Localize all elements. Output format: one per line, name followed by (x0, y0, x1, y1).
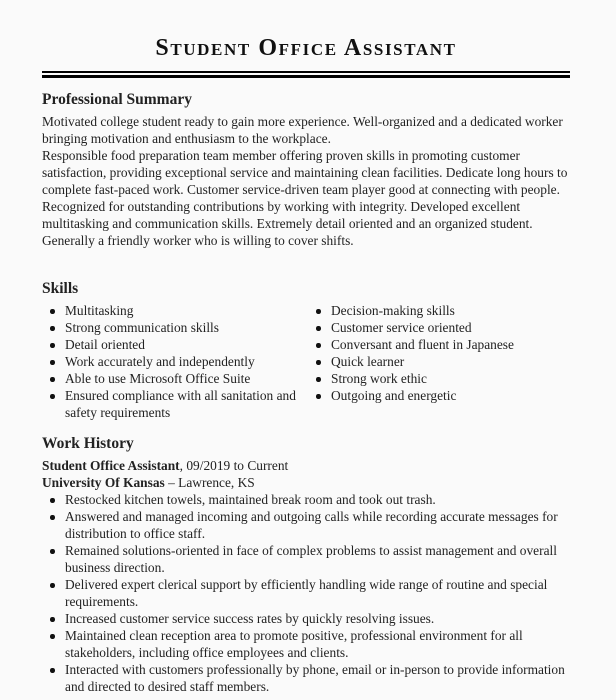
skill-item: Quick learner (308, 353, 570, 370)
job-bullet: Maintained clean reception area to promote positive, professional environment for all stakeholders, including office employees and clients. (42, 627, 570, 661)
skills-column-right (308, 302, 570, 421)
skill-item: Able to use Microsoft Office Suite (42, 370, 308, 387)
skill-item: Multitasking (42, 302, 308, 319)
skill-item: Outgoing and energetic (308, 387, 570, 404)
summary-text (42, 113, 570, 249)
job-bullet: Answered and managed incoming and outgoing calls while recording accurate messages for distribution to office staff. (42, 508, 570, 542)
section-heading-work-history: Work History (42, 435, 134, 452)
title-rule-thick (42, 75, 570, 79)
job-bullet: Delivered expert clerical support by efficiently handling wide range of routine and special requirements. (42, 576, 570, 610)
section-heading-skills: Skills (42, 280, 79, 297)
job-bullets (42, 491, 570, 695)
skill-item: Strong communication skills (42, 319, 308, 336)
job-dates: , 09/2019 to Current (179, 458, 289, 473)
summary-paragraph: Recognized for outstanding contributions by working with integrity. Developed excellent multitasking and communication skills. Extremely detail oriented and an organized student. Generally a friendly worker who is willing to cover shifts. (42, 199, 533, 248)
job-company-line (42, 474, 255, 491)
title-rule-thin (42, 71, 570, 73)
job-company: University Of Kansas (42, 475, 165, 490)
skills-list (42, 302, 570, 421)
job-location: – Lawrence, KS (164, 475, 255, 490)
job-title-line (42, 457, 288, 474)
skills-column-left (42, 302, 308, 421)
summary-paragraph: Responsible food preparation team member offering proven skills in promoting customer satisfaction, providing exceptional service and maintaining clean facilities. Dedicate long hours to complete fast-paced work. Customer service-driven team player good at connecting with people. (42, 148, 568, 197)
job-bullet: Restocked kitchen towels, maintained break room and took out trash. (42, 491, 570, 508)
job-title: Student Office Assistant (42, 458, 180, 473)
job-bullet: Increased customer service success rates by quickly resolving issues. (42, 610, 570, 627)
skill-item: Work accurately and independently (42, 353, 308, 370)
skill-item: Detail oriented (42, 336, 308, 353)
job-bullet: Interacted with customers professionally by phone, email or in-person to provide information and directed to desired staff members. (42, 661, 570, 695)
skill-item: Customer service oriented (308, 319, 570, 336)
summary-paragraph: Motivated college student ready to gain more experience. Well-organized and a dedicated worker bringing motivation and enthusiasm to the workplace. (42, 114, 563, 146)
skill-item: Decision-making skills (308, 302, 570, 319)
skill-item: Conversant and fluent in Japanese (308, 336, 570, 353)
skill-item: Strong work ethic (308, 370, 570, 387)
job-bullet: Remained solutions-oriented in face of complex problems to assist management and overall business direction. (42, 542, 570, 576)
resume-title: Student Office Assistant (155, 35, 457, 61)
section-heading-summary: Professional Summary (42, 91, 192, 108)
skill-item: Ensured compliance with all sanitation and safety requirements (42, 387, 308, 421)
